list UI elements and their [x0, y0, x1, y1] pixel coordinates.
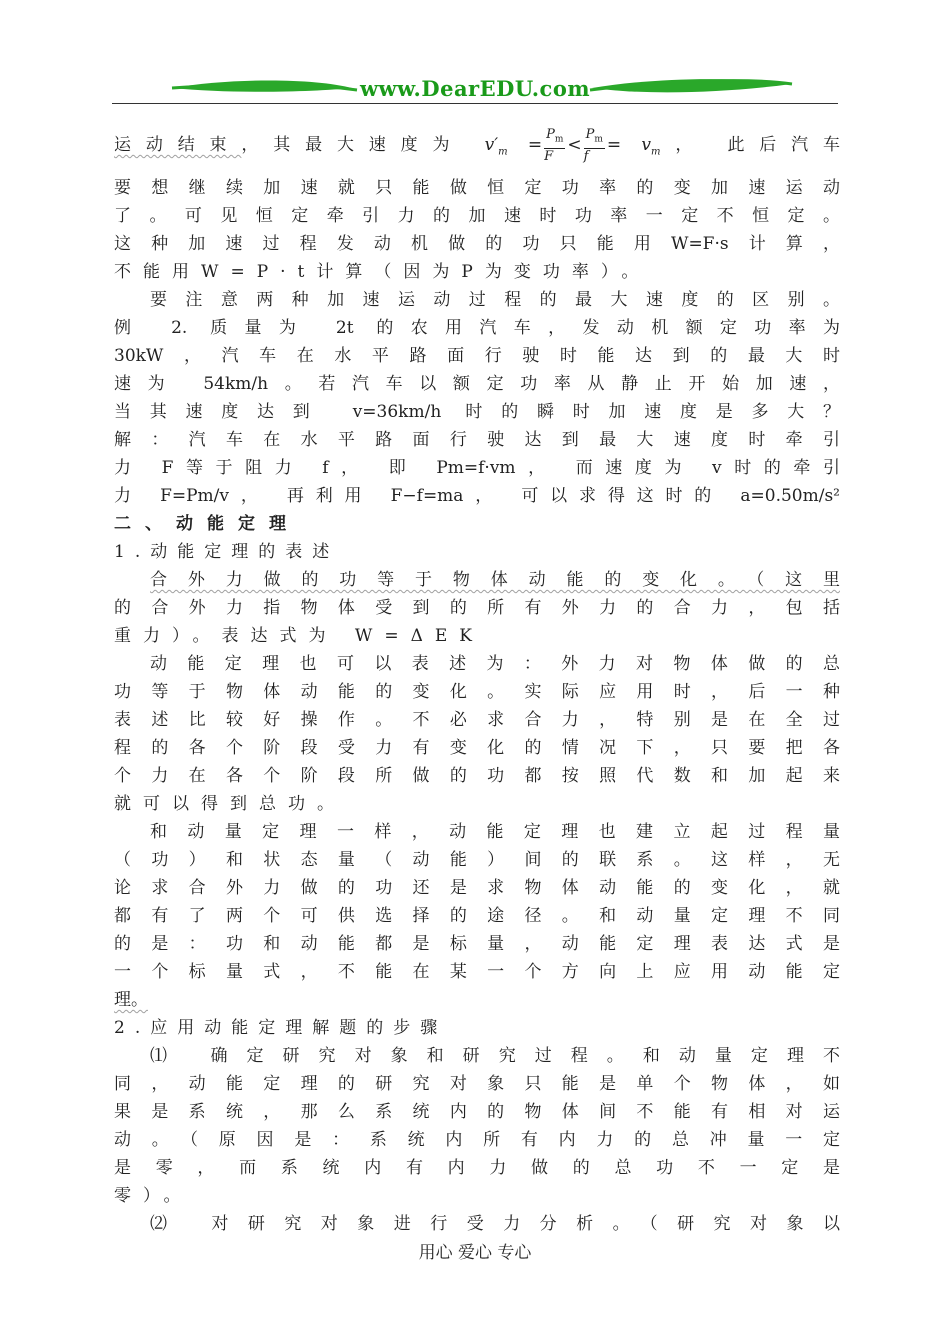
page-header	[112, 70, 838, 110]
text-line: 论求合外力做的功还是求物体动能的变化，就	[114, 878, 840, 898]
text-line: 功等于物体动能的变化。实际应用时，后一种	[114, 682, 840, 702]
section-heading: 二、动能定理	[114, 514, 300, 534]
example-line: 例 2. 质量为 2t 的农用汽车，发动机额定功率为	[114, 318, 840, 338]
text-line: 运动结束，其最大速度为 $v'_m$ = $\frac{P_m}{F}$ < $\frac{P_m}{f}$ = $v_m$， 此后汽车	[114, 127, 840, 164]
text-line: 不能用W=P·t计算（因为P为变功率）。	[114, 262, 651, 282]
text-line: 果是系统，那么系统内的物体间不能有相对运	[114, 1102, 840, 1122]
text-line: 理。	[114, 990, 148, 1010]
text-line: 当其速度达到 v=36km/h 时的瞬时加速度是多大？	[114, 402, 840, 422]
text-line: 要想继续加速就只能做恒定功率的变加速运动	[114, 178, 840, 198]
text-line: （功）和状态量（动能）间的联系。这样，无	[114, 850, 840, 870]
text-line: 动能定理也可以表述为：外力对物体做的总	[150, 654, 840, 674]
text-line: 个力在各个阶段所做的功都按照代数和加起来	[114, 766, 840, 786]
text-line: 就可以得到总功。	[114, 794, 346, 814]
text-line: 力 F=Pm/v， 再利用 F−f=ma， 可以求得这时的 a=0.50m/s²	[114, 486, 840, 506]
text-line: 要注意两种加速运动过程的最大速度的区别。	[150, 290, 840, 310]
text-line: 表述比较好操作。不必求合力，特别是在全过	[114, 710, 840, 730]
text-line: ⑴ 确定研究对象和研究过程。和动量定理不	[150, 1046, 840, 1066]
text-line: 了。可见恒定牵引力的加速时功率一定不恒定。	[114, 206, 840, 226]
site-logo: www.DearEDU.com	[359, 76, 591, 101]
text-line: 30kW，汽车在水平路面行驶时能达到的最大时	[114, 346, 840, 366]
text-line: 力 F等于阻力 f， 即 Pm=f·vm， 而速度为 v时的牵引	[114, 458, 840, 478]
text-line: 解：汽车在水平路面行驶达到最大速度时牵引	[114, 430, 840, 450]
text-line: 和动量定理一样，动能定理也建立起过程量	[150, 822, 840, 842]
text-line: 速为 54km/h。若汽车以额定功率从静止开始加速，	[114, 374, 840, 394]
text-line: 一个标量式，不能在某一个方向上应用动能定	[114, 962, 840, 982]
text-line: 同，动能定理的研究对象只能是单个物体，如	[114, 1074, 840, 1094]
text-line: 这种加速过程发动机做的功只能用W=F·s计算，	[114, 234, 840, 254]
page-footer: 用心 爱心 专心	[418, 1243, 532, 1263]
text-line: 是零，而系统内有内力做的总功不一定是	[114, 1158, 840, 1178]
header-divider	[112, 103, 838, 104]
text-line: 的是：功和动能都是标量，动能定理表达式是	[114, 934, 840, 954]
text-line: 零）。	[114, 1186, 193, 1206]
text-line: 动。（原因是：系统内所有内力的总冲量一定	[114, 1130, 840, 1150]
text-line: 合外力做的功等于物体动能的变化。（这里	[150, 570, 840, 590]
text-line: 都有了两个可供选择的途径。和动量定理不同	[114, 906, 840, 926]
subsection-heading: 2.应用动能定理解题的步骤	[114, 1018, 448, 1038]
text-line: 重力）。表达式为 W=ΔEK	[114, 626, 485, 646]
text-line: 程的各个阶段受力有变化的情况下，只要把各	[114, 738, 840, 758]
text-line: ⑵ 对研究对象进行受力分析。（研究对象以	[150, 1214, 840, 1234]
document-body	[114, 122, 840, 1238]
subsection-heading: 1.动能定理的表述	[114, 542, 340, 562]
text-line: 的合外力指物体受到的所有外力的合力，包括	[114, 598, 840, 618]
